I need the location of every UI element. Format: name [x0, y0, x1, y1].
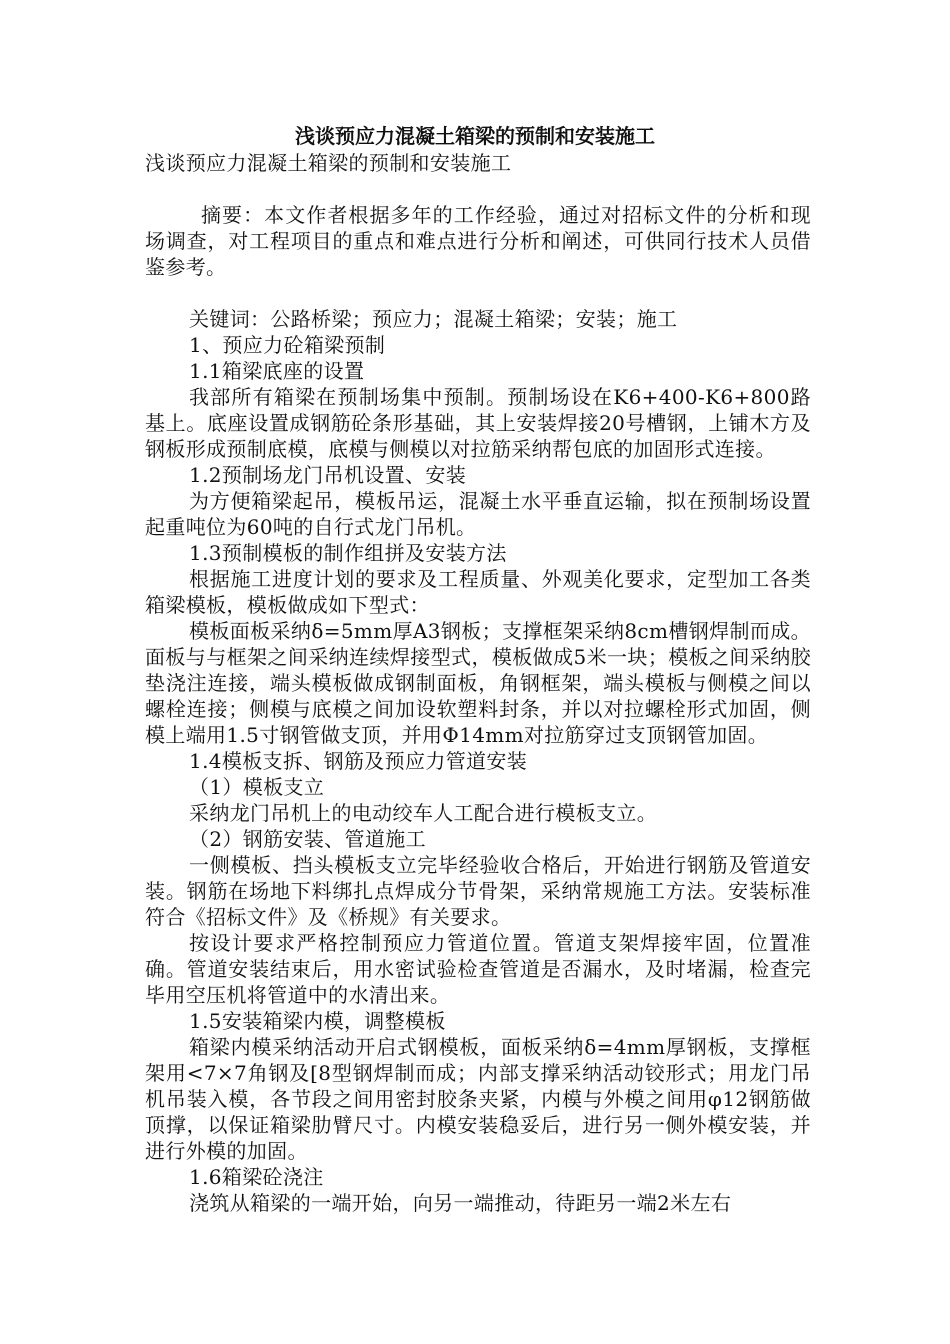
document-body [145, 150, 811, 1216]
body-paragraph: 根据施工进度计划的要求及工程质量、外观美化要求，定型加工各类箱梁模板，模板做成如下型式： [145, 567, 811, 617]
subsection-heading: 1.2预制场龙门吊机设置、安装 [189, 463, 467, 487]
blank-line [145, 176, 811, 202]
item-heading: （1）模板支立 [189, 775, 325, 799]
blank-line [145, 280, 811, 306]
document-subtitle: 浅谈预应力混凝土箱梁的预制和安装施工 [145, 151, 512, 175]
subsection-heading: 1.3预制模板的制作组拼及安装方法 [189, 541, 507, 565]
section-heading: 1、预应力砼箱梁预制 [189, 333, 386, 357]
subsection-heading: 1.6箱梁砼浇注 [189, 1165, 324, 1189]
document-title: 浅谈预应力混凝土箱梁的预制和安装施工 [295, 124, 655, 148]
body-paragraph: 我部所有箱梁在预制场集中预制。预制场设在K6+400-K6+800路基上。底座设置成钢筋砼条形基础，其上安装焊接20号槽钢，上铺木方及钢板形成预制底模，底模与侧模以对拉筋采纳帮包底的加固形式连接。 [145, 385, 811, 461]
subsection-heading: 1.5安装箱梁内模，调整模板 [189, 1009, 446, 1033]
body-paragraph: 为方便箱梁起吊，模板吊运，混凝土水平垂直运输，拟在预制场设置起重吨位为60吨的自行式龙门吊机。 [145, 489, 811, 539]
body-paragraph: 一侧模板、挡头模板支立完毕经验收合格后，开始进行钢筋及管道安装。钢筋在场地下料绑扎点焊成分节骨架，采纳常规施工方法。安装标准符合《招标文件》及《桥规》有关要求。 [145, 853, 811, 929]
item-heading: （2）钢筋安装、管道施工 [189, 827, 426, 851]
body-paragraph: 浇筑从箱梁的一端开始，向另一端推动，待距另一端2米左右 [189, 1191, 732, 1215]
subsection-heading: 1.1箱梁底座的设置 [189, 359, 365, 383]
body-paragraph: 箱梁内模采纳活动开启式钢模板，面板采纳δ=4mm厚钢板，支撑框架用<7×7角钢及[8型钢焊制而成；内部支撑采纳活动铰形式；用龙门吊机吊装入模，各节段之间用密封胶条夹紧，内模与外模之间用φ12钢筋做顶撑，以保证箱梁肋臂尺寸。内模安装稳妥后，进行另一侧外模安装，并进行外模的加固。 [145, 1035, 811, 1163]
body-paragraph: 模板面板采纳δ=5mm厚A3钢板；支撑框架采纳8cm槽钢焊制而成。面板与与框架之间采纳连续焊接型式，模板做成5米一块；模板之间采纳胶垫浇注连接，端头模板做成钢制面板，角钢框架，端头模板与侧模之间以螺栓连接；侧模与底模之间加设软塑料封条，并以对拉螺栓形式加固，侧模上端用1.5寸钢管做支顶，并用Φ14mm对拉筋穿过支顶钢管加固。 [145, 619, 811, 747]
keywords-line: 关键词：公路桥梁；预应力；混凝土箱梁；安装；施工 [189, 307, 678, 331]
body-paragraph: 采纳龙门吊机上的电动绞车人工配合进行模板支立。 [189, 801, 658, 825]
subsection-heading: 1.4模板支拆、钢筋及预应力管道安装 [189, 749, 528, 773]
body-paragraph: 按设计要求严格控制预应力管道位置。管道支架焊接牢固，位置准确。管道安装结束后，用水密试验检查管道是否漏水，及时堵漏，检查完毕用空压机将管道中的水清出来。 [145, 931, 811, 1007]
abstract-paragraph: 摘要：本文作者根据多年的工作经验，通过对招标文件的分析和现场调查，对工程项目的重点和难点进行分析和阐述，可供同行技术人员借鉴参考。 [145, 203, 811, 279]
